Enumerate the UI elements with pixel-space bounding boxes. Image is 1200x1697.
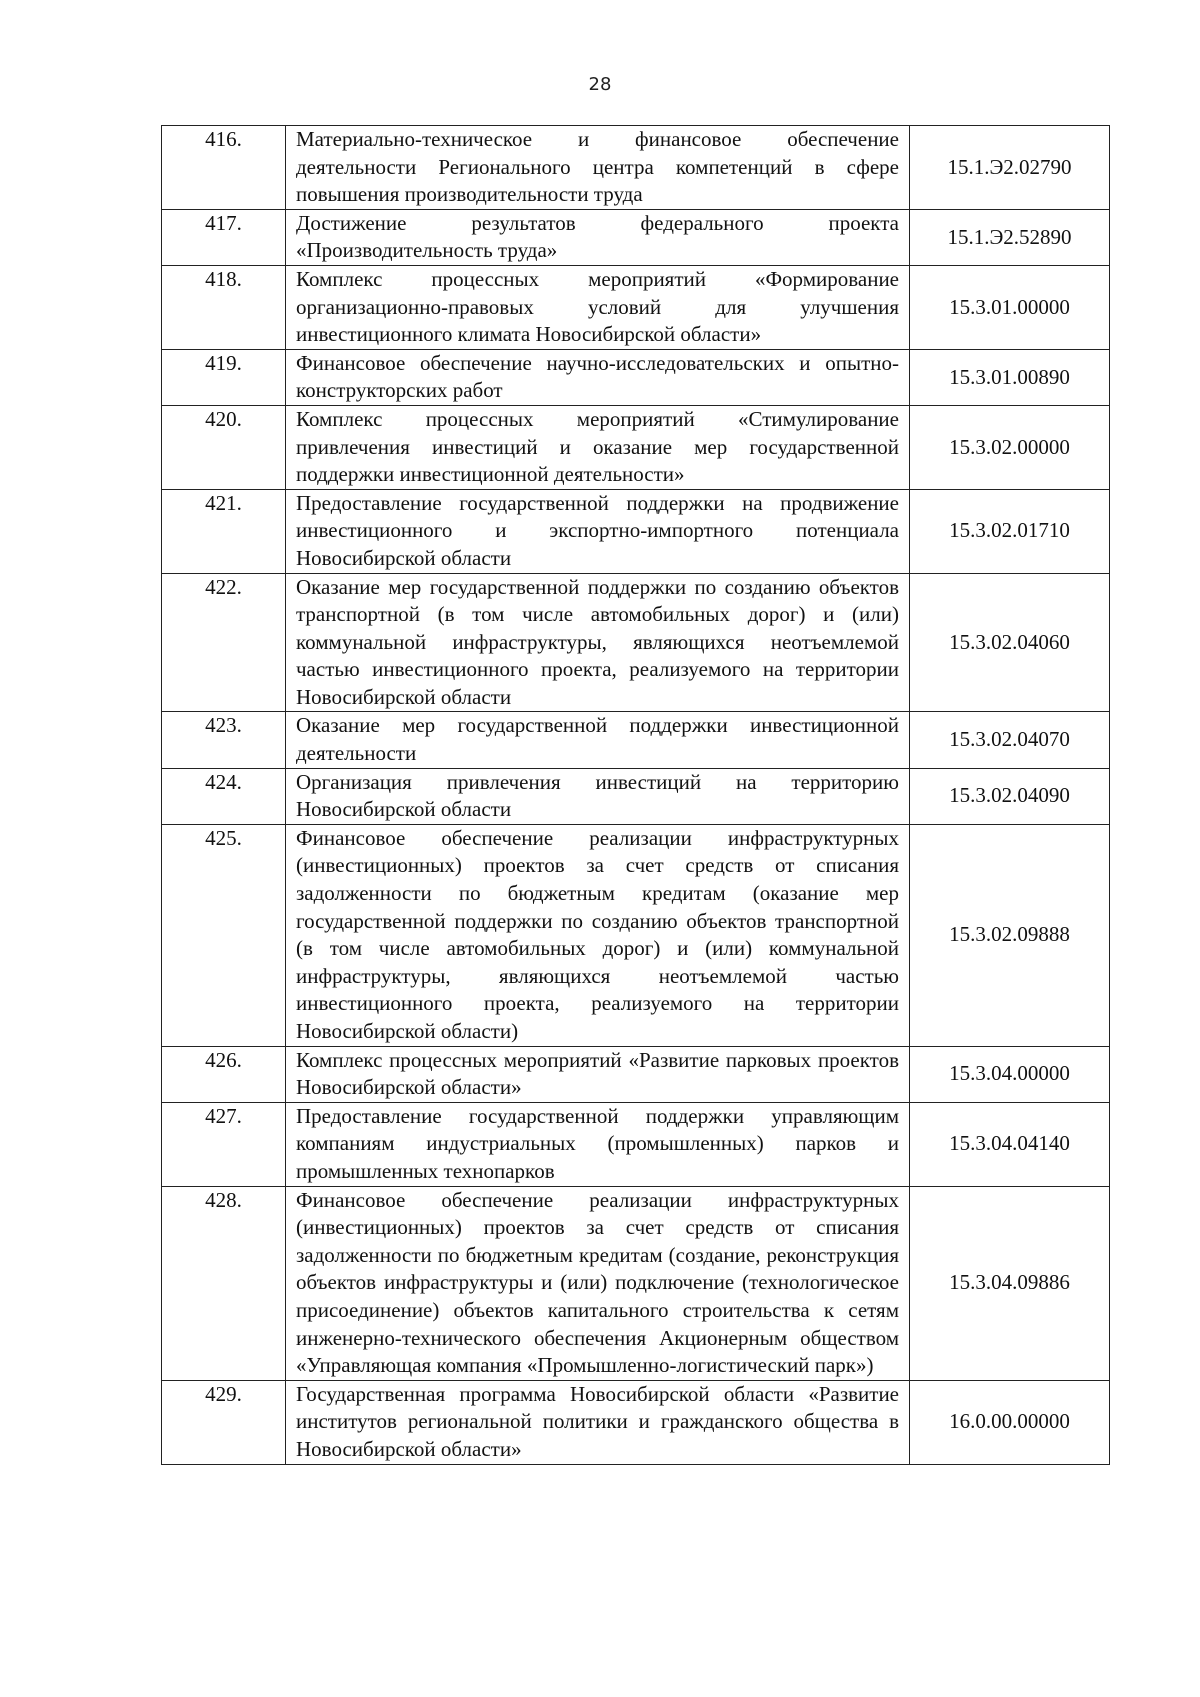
row-code: 15.3.01.00890 bbox=[910, 349, 1110, 405]
row-number: 429. bbox=[162, 1380, 286, 1464]
classification-table bbox=[161, 125, 1110, 1465]
row-number: 426. bbox=[162, 1046, 286, 1102]
row-number: 420. bbox=[162, 405, 286, 489]
table-row bbox=[162, 1380, 1110, 1464]
table-row bbox=[162, 126, 1110, 210]
table-row bbox=[162, 824, 1110, 1046]
row-name: Финансовое обеспечение реализации инфраструктурных (инвестиционных) проектов за счет средств от списания задолженности по бюджетным кредитам (оказание мер государственной поддержки по созданию объектов транспортной (в том числе автомобильных дорог) и (или) коммунальной инфраструктуры, являющихся неотъемлемой частью инвестиционного проекта, реализуемого на территории Новосибирской области) bbox=[286, 824, 910, 1046]
table-row bbox=[162, 349, 1110, 405]
row-name: Оказание мер государственной поддержки по созданию объектов транспортной (в том числе автомобильных дорог) и (или) коммунальной инфраструктуры, являющихся неотъемлемой частью инвестиционного проекта, реализуемого на территории Новосибирской области bbox=[286, 573, 910, 712]
row-name: Государственная программа Новосибирской области «Развитие институтов региональной политики и гражданского общества в Новосибирской области» bbox=[286, 1380, 910, 1464]
row-number: 422. bbox=[162, 573, 286, 712]
row-name: Финансовое обеспечение реализации инфраструктурных (инвестиционных) проектов за счет средств от списания задолженности по бюджетным кредитам (создание, реконструкция объектов инфраструктуры и (или) подключение (технологическое присоединение) объектов капитального строительства к сетям инженерно-технического обеспечения Акционерным обществом «Управляющая компания «Промышленно-логистический парк») bbox=[286, 1186, 910, 1380]
row-name: Материально-техническое и финансовое обеспечение деятельности Регионального центра компетенций в сфере повышения производительности труда bbox=[286, 126, 910, 210]
row-number: 425. bbox=[162, 824, 286, 1046]
row-code: 15.3.02.04090 bbox=[910, 768, 1110, 824]
table-row bbox=[162, 1046, 1110, 1102]
table-row bbox=[162, 768, 1110, 824]
row-code: 15.3.04.09886 bbox=[910, 1186, 1110, 1380]
row-name: Оказание мер государственной поддержки инвестиционной деятельности bbox=[286, 712, 910, 768]
row-number: 428. bbox=[162, 1186, 286, 1380]
row-code: 15.3.02.00000 bbox=[910, 405, 1110, 489]
row-name: Достижение результатов федерального проекта «Производительность труда» bbox=[286, 209, 910, 265]
row-name: Предоставление государственной поддержки управляющим компаниям индустриальных (промышленных) парков и промышленных технопарков bbox=[286, 1102, 910, 1186]
table-row bbox=[162, 265, 1110, 349]
row-code: 15.3.04.00000 bbox=[910, 1046, 1110, 1102]
row-number: 424. bbox=[162, 768, 286, 824]
row-code: 15.3.01.00000 bbox=[910, 265, 1110, 349]
row-number: 417. bbox=[162, 209, 286, 265]
row-code: 15.1.Э2.52890 bbox=[910, 209, 1110, 265]
row-code: 15.3.04.04140 bbox=[910, 1102, 1110, 1186]
row-number: 418. bbox=[162, 265, 286, 349]
row-name: Комплекс процессных мероприятий «Стимулирование привлечения инвестиций и оказание мер государственной поддержки инвестиционной деятельности» bbox=[286, 405, 910, 489]
row-number: 423. bbox=[162, 712, 286, 768]
row-code: 15.3.02.09888 bbox=[910, 824, 1110, 1046]
table-row bbox=[162, 489, 1110, 573]
row-number: 427. bbox=[162, 1102, 286, 1186]
row-name: Комплекс процессных мероприятий «Формирование организационно-правовых условий для улучшения инвестиционного климата Новосибирской области» bbox=[286, 265, 910, 349]
table-row bbox=[162, 712, 1110, 768]
table-row bbox=[162, 573, 1110, 712]
row-number: 419. bbox=[162, 349, 286, 405]
row-name: Предоставление государственной поддержки на продвижение инвестиционного и экспортно-импортного потенциала Новосибирской области bbox=[286, 489, 910, 573]
row-number: 416. bbox=[162, 126, 286, 210]
row-number: 421. bbox=[162, 489, 286, 573]
row-code: 15.1.Э2.02790 bbox=[910, 126, 1110, 210]
table-row bbox=[162, 209, 1110, 265]
page-number: 28 bbox=[588, 74, 612, 95]
table-row bbox=[162, 405, 1110, 489]
row-name: Комплекс процессных мероприятий «Развитие парковых проектов Новосибирской области» bbox=[286, 1046, 910, 1102]
table-row bbox=[162, 1102, 1110, 1186]
row-name: Финансовое обеспечение научно-исследовательских и опытно-конструкторских работ bbox=[286, 349, 910, 405]
row-code: 15.3.02.04060 bbox=[910, 573, 1110, 712]
row-code: 15.3.02.04070 bbox=[910, 712, 1110, 768]
table-row bbox=[162, 1186, 1110, 1380]
row-code: 16.0.00.00000 bbox=[910, 1380, 1110, 1464]
row-code: 15.3.02.01710 bbox=[910, 489, 1110, 573]
row-name: Организация привлечения инвестиций на территорию Новосибирской области bbox=[286, 768, 910, 824]
